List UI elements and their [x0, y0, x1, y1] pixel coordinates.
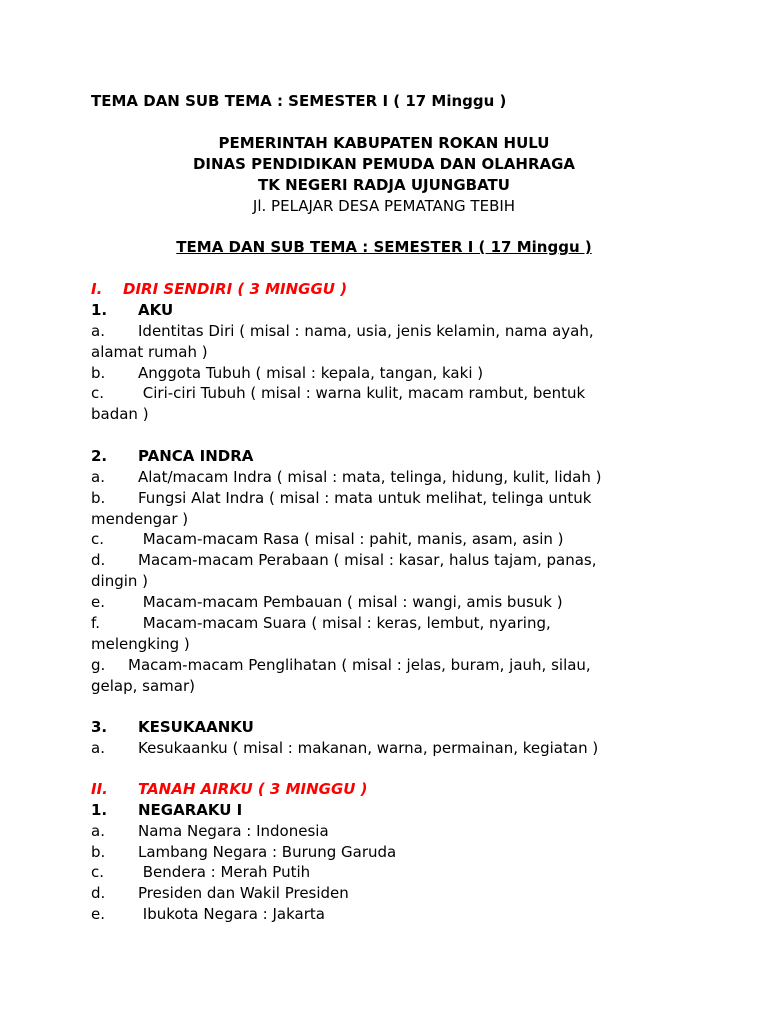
list-item: [91, 592, 563, 612]
list-item: [91, 738, 598, 758]
section-2-number: II.: [91, 780, 108, 798]
item-text: Alat/macam Indra ( misal : mata, telinga, hidung, kulit, lidah ): [138, 468, 602, 486]
item-label: d.: [91, 884, 106, 902]
item-label: c.: [91, 530, 105, 548]
section-2-heading: [91, 779, 368, 799]
list-item: [91, 821, 329, 841]
list-item-continuation: badan ): [91, 405, 149, 423]
item-label: b.: [91, 364, 106, 382]
item-text: Macam-macam Suara ( misal : keras, lembut, nyaring,: [138, 614, 551, 632]
list-item: [91, 883, 349, 903]
item-text: Ibukota Negara : Jakarta: [138, 905, 325, 923]
list-item: [91, 467, 601, 487]
section-1-title: DIRI SENDIRI ( 3 MINGGU ): [123, 280, 348, 298]
subtheme-number: 3.: [91, 718, 108, 736]
top-heading: TEMA DAN SUB TEMA : SEMESTER I ( 17 Minggu ): [91, 92, 507, 110]
list-item-continuation: melengking ): [91, 635, 190, 653]
subtheme-title: PANCA INDRA: [138, 447, 254, 465]
header-line-2: DINAS PENDIDIKAN PEMUDA DAN OLAHRAGA: [192, 155, 576, 173]
list-item: [91, 488, 591, 508]
item-label: c.: [91, 863, 105, 881]
subtheme-2-1: [91, 800, 242, 820]
list-item: [91, 862, 310, 882]
item-text: Macam-macam Perabaan ( misal : kasar, halus tajam, panas,: [138, 551, 597, 569]
item-text: Macam-macam Penglihatan ( misal : jelas, buram, jauh, silau,: [128, 656, 591, 674]
item-label: a.: [91, 322, 105, 340]
list-item: [91, 529, 564, 549]
item-text: Presiden dan Wakil Presiden: [138, 884, 349, 902]
item-label: c.: [91, 384, 105, 402]
item-text: Nama Negara : Indonesia: [138, 822, 329, 840]
list-item: [91, 550, 597, 570]
list-item-continuation: mendengar ): [91, 510, 189, 528]
subtheme-number: 1.: [91, 301, 108, 319]
subtheme-1-2: [91, 446, 253, 466]
subtheme-title: NEGARAKU I: [138, 801, 243, 819]
main-title: TEMA DAN SUB TEMA : SEMESTER I ( 17 Minggu ): [176, 238, 592, 256]
subtheme-number: 1.: [91, 801, 108, 819]
item-label: e.: [91, 905, 105, 923]
item-text: Anggota Tubuh ( misal : kepala, tangan, kaki ): [138, 364, 484, 382]
subtheme-1-1: [91, 300, 173, 320]
subtheme-number: 2.: [91, 447, 108, 465]
item-text: Kesukaanku ( misal : makanan, warna, permainan, kegiatan ): [138, 739, 599, 757]
subtheme-title: KESUKAANKU: [138, 718, 254, 736]
subtheme-title: AKU: [138, 301, 174, 319]
item-label: a.: [91, 822, 105, 840]
item-text: Macam-macam Pembauan ( misal : wangi, amis busuk ): [138, 593, 563, 611]
list-item: [91, 613, 551, 633]
list-item: [91, 383, 585, 403]
item-text: Identitas Diri ( misal : nama, usia, jenis kelamin, nama ayah,: [138, 322, 594, 340]
list-item: [91, 655, 591, 675]
item-text: Macam-macam Rasa ( misal : pahit, manis, asam, asin ): [138, 530, 564, 548]
header-address: Jl. PELAJAR DESA PEMATANG TEBIH: [252, 197, 516, 215]
section-1-heading: [91, 279, 347, 299]
item-label: b.: [91, 489, 106, 507]
item-text: Fungsi Alat Indra ( misal : mata untuk melihat, telinga untuk: [138, 489, 592, 507]
list-item: [91, 363, 483, 383]
list-item-continuation: dingin ): [91, 572, 149, 590]
header-line-1: PEMERINTAH KABUPATEN ROKAN HULU: [218, 134, 550, 152]
item-label: g.: [91, 656, 106, 674]
item-text: Lambang Negara : Burung Garuda: [138, 843, 397, 861]
item-text: Bendera : Merah Putih: [138, 863, 311, 881]
item-label: b.: [91, 843, 106, 861]
subtheme-1-3: [91, 717, 254, 737]
header-line-3: TK NEGERI RADJA UJUNGBATU: [258, 176, 510, 194]
list-item: [91, 842, 396, 862]
item-label: e.: [91, 593, 105, 611]
item-label: a.: [91, 739, 105, 757]
item-label: d.: [91, 551, 106, 569]
item-label: f.: [91, 614, 100, 632]
section-2-title: TANAH AIRKU ( 3 MINGGU ): [138, 780, 368, 798]
list-item: [91, 321, 594, 341]
list-item-continuation: alamat rumah ): [91, 343, 208, 361]
list-item-continuation: gelap, samar): [91, 677, 195, 695]
section-1-number: I.: [91, 280, 103, 298]
item-text: Ciri-ciri Tubuh ( misal : warna kulit, macam rambut, bentuk: [138, 384, 586, 402]
list-item: [91, 904, 325, 924]
item-label: a.: [91, 468, 105, 486]
